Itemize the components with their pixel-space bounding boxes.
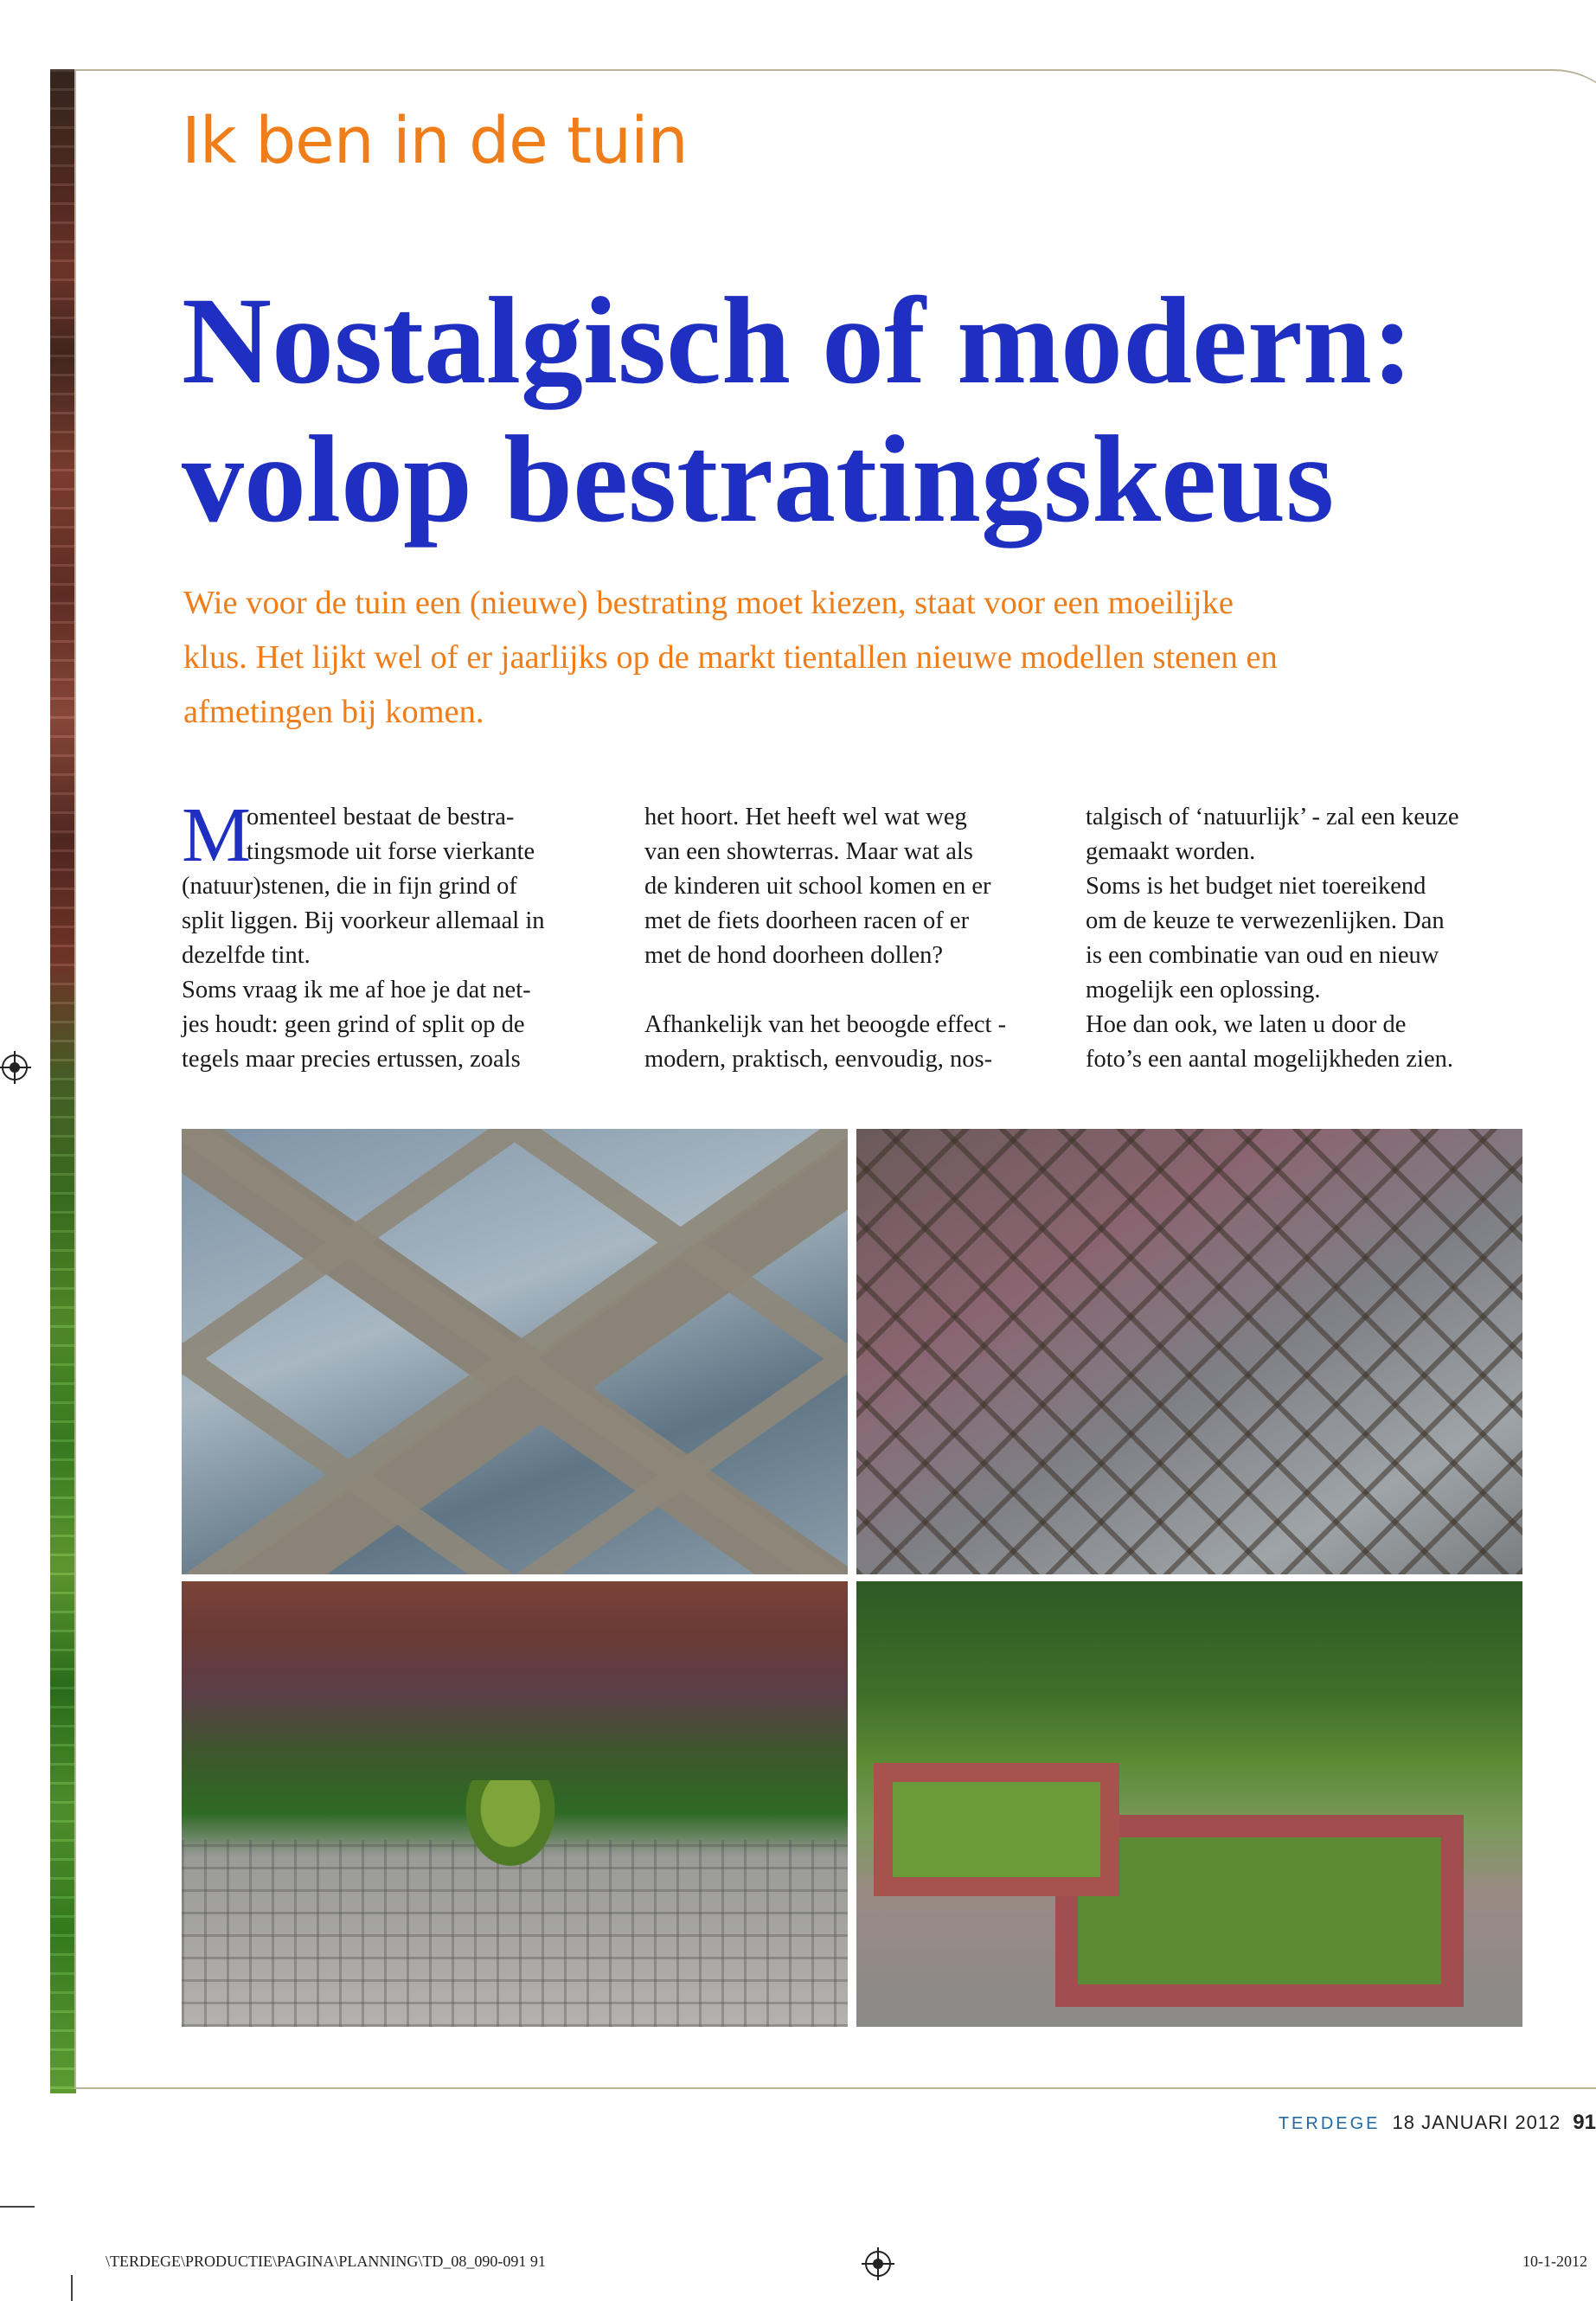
crop-mark	[0, 2206, 35, 2208]
body-line: foto’s een aantal mogelijkheden zien.	[1086, 1046, 1453, 1073]
intro-line: klus. Het lijkt wel of er jaarlijks op de markt tientallen nieuwe modellen stenen en	[183, 639, 1278, 676]
body-line: dezelfde tint.	[182, 942, 311, 969]
body-line-blank	[644, 973, 1077, 1008]
footer-date: 18 JANUARI 2012	[1392, 2112, 1561, 2133]
intro-line: Wie voor de tuin een (nieuwe) bestrating moet kiezen, staat voor een moeilijke	[183, 585, 1234, 621]
body-line: het hoort. Het heeft wel wat weg	[644, 804, 967, 830]
slug-path: \TERDEGE\PRODUCTIE\PAGINA\PLANNING\TD_08_090-091 91	[106, 2253, 546, 2270]
crop-mark	[71, 2275, 73, 2301]
dropcap: M	[182, 792, 252, 878]
photo-cobbles-and-herringbone-bricks	[856, 1129, 1522, 1574]
footer-page-number: 91	[1573, 2111, 1596, 2134]
photo-courtyard-with-planter	[182, 1581, 848, 2027]
body-line: talgisch of ‘natuurlijk’ - zal een keuze	[1086, 804, 1459, 830]
body-line: split liggen. Bij voorkeur allemaal in	[182, 907, 545, 934]
body-line: tingsmode uit forse vierkante	[247, 838, 535, 865]
body-line: Soms is het budget niet toereikend	[1086, 873, 1426, 900]
slug-date: 10-1-2012	[1522, 2253, 1587, 2270]
body-line: omenteel bestaat de bestra-	[247, 804, 515, 830]
dropcap-block	[182, 792, 606, 878]
body-line: tegels maar precies ertussen, zoals	[182, 1046, 521, 1073]
body-line: Hoe dan ook, we laten u door de	[1086, 1011, 1407, 1038]
headline-line-2: volop bestratingskeus	[182, 411, 1335, 548]
body-line: de kinderen uit school komen en er	[644, 873, 991, 900]
body-line: modern, praktisch, eenvoudig, nos-	[644, 1046, 993, 1073]
intro-line: afmetingen bij komen.	[183, 694, 484, 730]
footer-brand: TERDEGE	[1278, 2114, 1381, 2133]
body-line: (natuur)stenen, die in fijn grind of	[182, 873, 517, 900]
section-label: Ik ben in de tuin	[182, 104, 688, 178]
body-line: mogelijk een oplossing.	[1086, 977, 1321, 1003]
body-line: Afhankelijk van het beoogde effect -	[644, 1011, 1007, 1038]
body-line: van een showterras. Maar wat als	[644, 838, 973, 865]
body-column-1	[182, 792, 606, 1077]
body-line: met de hond doorheen dollen?	[644, 942, 944, 969]
body-column-2	[644, 800, 1077, 1077]
body-line: jes houdt: geen grind of split op de	[182, 1011, 525, 1038]
headline-line-1: Nostalgisch of modern:	[182, 272, 1413, 410]
body-line: om de keuze te verwezenlijken. Dan	[1086, 907, 1445, 934]
body-column-3	[1086, 800, 1518, 1077]
photo-tiles-in-gravel	[182, 1129, 848, 1574]
body-line: met de fiets doorheen racen of er	[644, 907, 970, 934]
registration-mark-icon	[865, 2251, 891, 2277]
body-line: gemaakt worden.	[1086, 838, 1256, 865]
body-line: Soms vraag ik me af hoe je dat net-	[182, 977, 531, 1003]
intro-paragraph	[183, 576, 1481, 740]
body-line: is een combinatie van oud en nieuw	[1086, 942, 1439, 969]
page-footer	[1279, 2111, 1596, 2135]
headline	[182, 272, 1479, 549]
registration-mark-icon	[2, 1054, 28, 1080]
left-photo-strip	[50, 69, 76, 2093]
photo-raised-brick-garden-beds	[856, 1581, 1522, 2027]
